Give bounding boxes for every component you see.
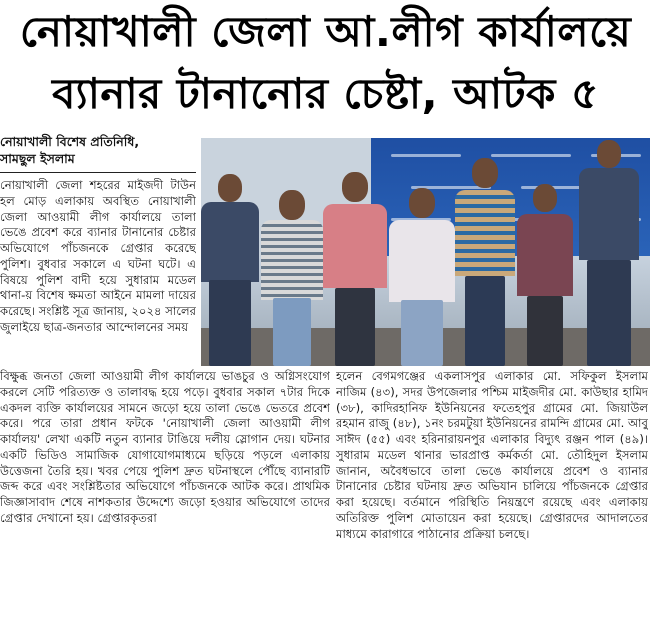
article-column-bottom-left [0, 369, 330, 631]
headline-line-1: নোয়াখালী জেলা আ.লীগ কার্যালয়ে [19, 7, 632, 56]
news-photo [201, 138, 650, 366]
byline [0, 133, 200, 167]
byline-reporter-name: সামছুল ইসলাম [0, 151, 75, 166]
headline-line-2: ব্যানার টানানোর চেষ্টা, আটক ৫ [52, 69, 599, 118]
article-paragraph: নোয়াখালী জেলা শহরের মাইজদী টাউন হল মোড় এলাকায় অবস্থিত নোয়াখালী জেলা আওয়ামী লীগ কার্যালয়ে তালা ভেঙে প্রবেশ করে ব্যানার টানানোর চেষ্টার অভিযোগে পাঁচজনকে গ্রেপ্তার করেছে পুলিশ। বুধবার সকালে এ ঘটনা ঘটে। এ বিষয়ে পুলিশ বাদী হয়ে সুধারাম মডেল থানা-য় বিশেষ ক্ষমতা আইনে মামলা দায়ের করেছে। সংশ্লিষ্ট সূত্র জানায়, ২০২৪ সালের জুলাইয়ে ছাত্র-জনতার আন্দোলনের সময় [0, 178, 196, 334]
article-paragraph: বিক্ষুব্ধ জনতা জেলা আওয়ামী লীগ কার্যালয়ে ভাঙচুর ও অগ্নিসংযোগ করলে সেটি পরিত্যক্ত ও তালাবদ্ধ হয়ে পড়ে। বুধবার সকাল ৭টার দিকে একদল ব্যক্তি কার্যালয়ের সামনে জড়ো হয়ে তালা ভেঙে ভেতরে প্রবেশ করে। পরে তারা প্রধান ফটকে 'নোয়াখালী জেলা আওয়ামী লীগ কার্যালয়' লেখা একটি নতুন ব্যানার টাঙিয়ে দলীয় স্লোগান দেয়। ঘটনার একটি ভিডিও সামাজিক যোগাযোগমাধ্যমে ছড়িয়ে পড়লে এলাকায় উত্তেজনা তৈরি হয়। খবর পেয়ে পুলিশ দ্রুত ঘটনাস্থলে পৌঁছে ব্যানারটি জব্দ করে এবং সংশ্লিষ্টতার অভিযোগে পাঁচজনকে আটক করে। প্রাথমিক জিজ্ঞাসাবাদ শেষে নাশকতার উদ্দেশ্যে জড়ো হওয়ার অভিযোগে তাদের গ্রেপ্তার দেখানো হয়। গ্রেপ্তারকৃতরা [0, 369, 330, 525]
article-paragraph: হলেন বেগমগঞ্জের একলাসপুর এলাকার মো. সফিকুল ইসলাম নাজিম (৪৩), সদর উপজেলার পশ্চিম মাইজদীর মো. কাউছার হামিদ (৩৮), কাদিরহানিফ ইউনিয়নের ফতেহপুর গ্রামের মো. জিয়াউল রহমান রাজু (৪৮), ১নং চরমটুয়া ইউনিয়নের রামন্দি গ্রামের মো. আবু সাঈদ (৫৫) এবং হরিনারায়নপুর এলাকার বিদ্যুৎ রঞ্জন পাল (৪৯)। সুধারাম মডেল থানার ভারপ্রাপ্ত কর্মকর্তা মো. তৌহিদুল ইসলাম জানান, অবৈধভাবে তালা ভেঙে কার্যালয়ে প্রবেশ ও ব্যানার টানানোর চেষ্টার ঘটনায় দ্রুত অভিযান চালিয়ে পাঁচজনকে গ্রেপ্তার করা হয়েছে। বর্তমানে পরিস্থিতি নিয়ন্ত্রণে রয়েছে এবং এলাকায় অতিরিক্ত পুলিশ মোতায়েন করা হয়েছে। গ্রেপ্তারদের আদালতের মাধ্যমে কারাগারে পাঠানোর প্রক্রিয়া চলছে। [336, 369, 648, 541]
byline-reporter-role: নোয়াখালী বিশেষ প্রতিনিধি, [0, 134, 140, 149]
byline-divider [0, 172, 196, 173]
article-column-right [336, 369, 648, 631]
article-column-left [0, 178, 196, 366]
